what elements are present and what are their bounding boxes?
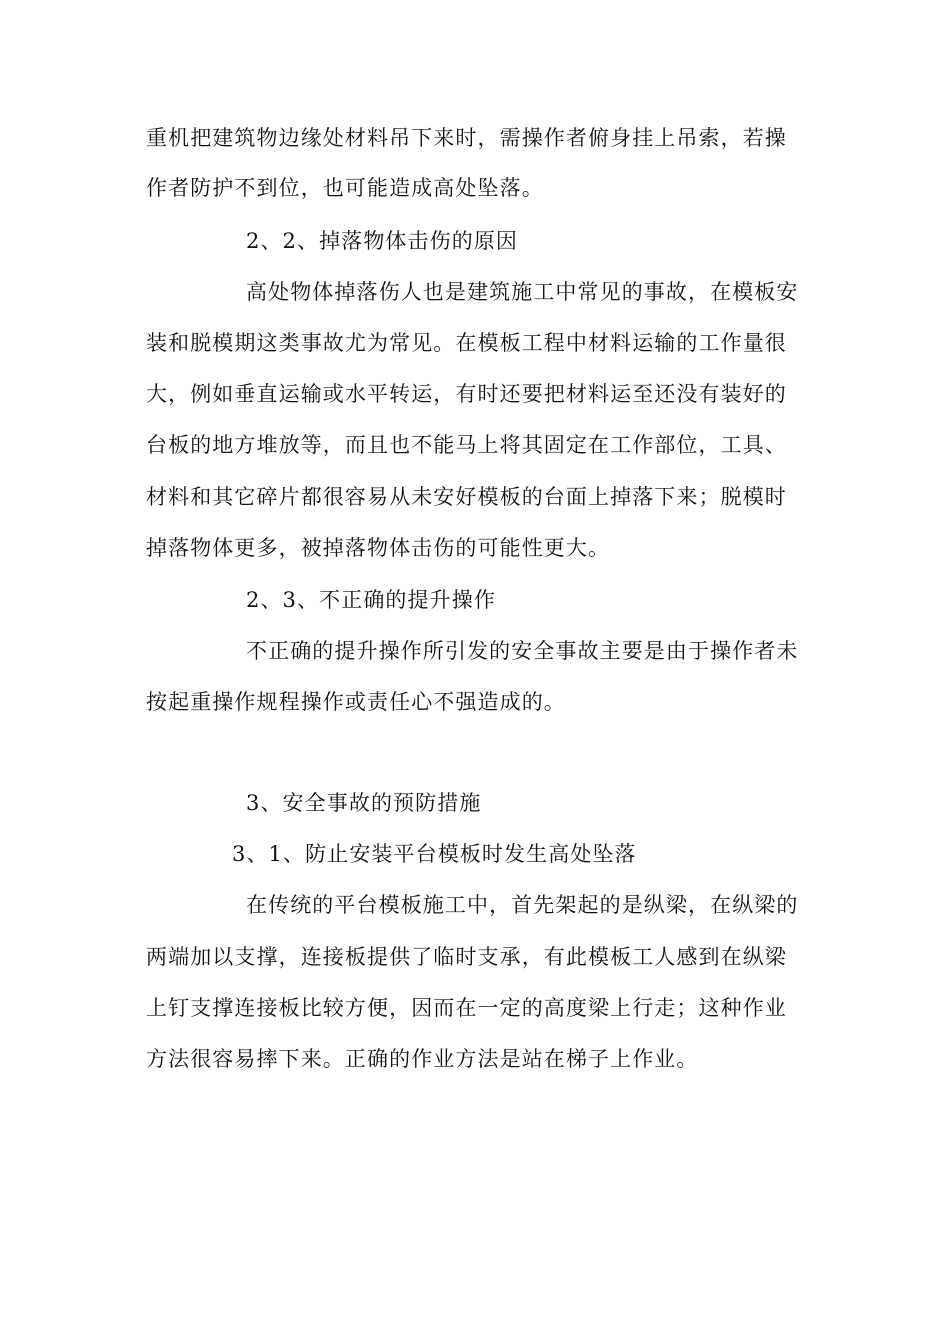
paragraph-first-line: 高处物体掉落伤人也是建筑施工中常见的事故，在模板安	[246, 280, 799, 304]
body-text-line: 掉落物体更多，被掉落物体击伤的可能性更大。	[146, 536, 611, 560]
body-text-line: 重机把建筑物边缘处材料吊下来时，需操作者俯身挂上吊索，若操	[146, 126, 787, 150]
body-text-line: 按起重操作规程操作或责任心不强造成的。	[146, 690, 566, 714]
section-heading: 2、2、掉落物体击伤的原因	[246, 229, 519, 253]
body-text-line: 两端加以支撑，连接板提供了临时支承，有此模板工人感到在纵梁	[146, 945, 787, 969]
paragraph-first-line: 不正确的提升操作所引发的安全事故主要是由于操作者未	[246, 639, 799, 663]
paragraph-first-line: 在传统的平台模板施工中，首先架起的是纵梁，在纵梁的	[246, 893, 799, 917]
body-text-line: 材料和其它碎片都很容易从未安好模板的台面上掉落下来；脱模时	[146, 485, 787, 509]
body-text-line: 装和脱模期这类事故尤为常见。在模板工程中材料运输的工作量很	[146, 331, 787, 355]
body-text-line: 方法很容易摔下来。正确的作业方法是站在梯子上作业。	[146, 1047, 699, 1071]
body-text-line: 作者防护不到位，也可能造成高处坠落。	[146, 176, 544, 200]
chapter-heading: 3、安全事故的预防措施	[246, 791, 482, 815]
body-text-line: 大，例如垂直运输或水平转运，有时还要把材料运至还没有装好的	[146, 382, 787, 406]
body-text-line: 台板的地方堆放等，而且也不能马上将其固定在工作部位，工具、	[146, 433, 787, 457]
section-heading: 3、1、防止安装平台模板时发生高处坠落	[232, 842, 637, 866]
body-text-line: 上钉支撑连接板比较方便，因而在一定的高度梁上行走；这种作业	[146, 996, 787, 1020]
section-heading: 2、3、不正确的提升操作	[246, 588, 496, 612]
